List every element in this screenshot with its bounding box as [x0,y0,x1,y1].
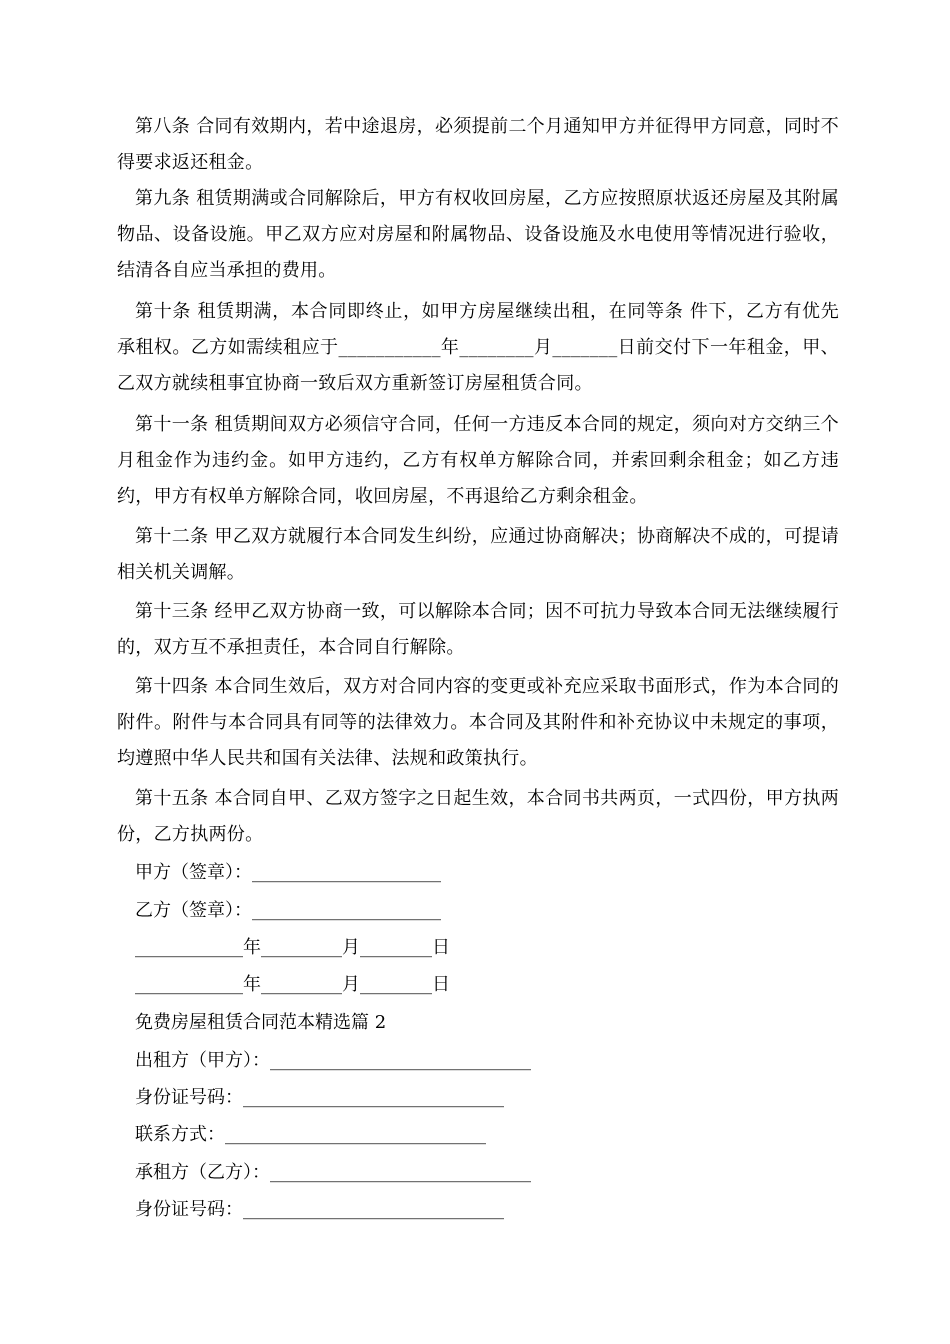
article-12: 第十二条 甲乙双方就履行本合同发生纠纷，应通过协商解决；协商解决不成的，可提请相关机关调解。 [117,526,839,583]
article-14: 第十四条 本合同生效后，双方对合同内容的变更或补充应采取书面形式，作为本合同的附件。附件与本合同具有同等的法律效力。本合同及其附件和补充协议中未规定的事项，均遵照中华人民共和国有关法律、法规和政策执行。 [117,676,839,769]
date-line-a: ____________年_________月________日 [135,937,450,958]
lessor-contact-field: 联系方式：_____________________________ [135,1124,486,1145]
lessee-field: 承租方（乙方）：_____________________________ [135,1162,531,1183]
article-11: 第十一条 租赁期间双方必须信守合同，任何一方违反本合同的规定，须向对方交纳三个月租金作为违约金。如甲方违约，乙方有权单方解除合同，并索回剩余租金；如乙方违约，甲方有权单方解除合同，收回房屋，不再退给乙方剩余租金。 [117,414,839,507]
date-line-b: ____________年_________月________日 [135,974,450,995]
article-15: 第十五条 本合同自甲、乙双方签字之日起生效，本合同书共两页，一式四份，甲方执两份，乙方执两份。 [117,788,839,845]
article-10: 第十条 租赁期满，本合同即终止，如甲方房屋继续出租，在同等条 件下，乙方有优先承租权。乙方如需续租应于___________年________月_______日前交付下一年租金，甲、乙双方就续租事宜协商一致后双方重新签订房屋租赁合同。 [117,301,839,394]
lessor-field: 出租方（甲方）：_____________________________ [135,1050,531,1071]
article-8: 第八条 合同有效期内，若中途退房，必须提前二个月通知甲方并征得甲方同意，同时不得要求返还租金。 [117,116,839,173]
article-13: 第十三条 经甲乙双方协商一致，可以解除本合同；因不可抗力导致本合同无法继续履行的，双方互不承担责任，本合同自行解除。 [117,601,839,658]
lessor-id-field: 身份证号码：_____________________________ [135,1087,504,1108]
lessee-id-field: 身份证号码：_____________________________ [135,1199,504,1220]
article-9: 第九条 租赁期满或合同解除后，甲方有权收回房屋，乙方应按照原状返还房屋及其附属物品、设备设施。甲乙双方应对房屋和附属物品、设备设施及水电使用等情况进行验收，结清各自应当承担的费用。 [117,188,839,281]
section-title: 免费房屋租赁合同范本精选篇 2 [135,1012,387,1033]
party-b-signature-line: 乙方（签章）：_____________________ [135,900,441,921]
party-a-signature-line: 甲方（签章）：_____________________ [135,862,441,883]
